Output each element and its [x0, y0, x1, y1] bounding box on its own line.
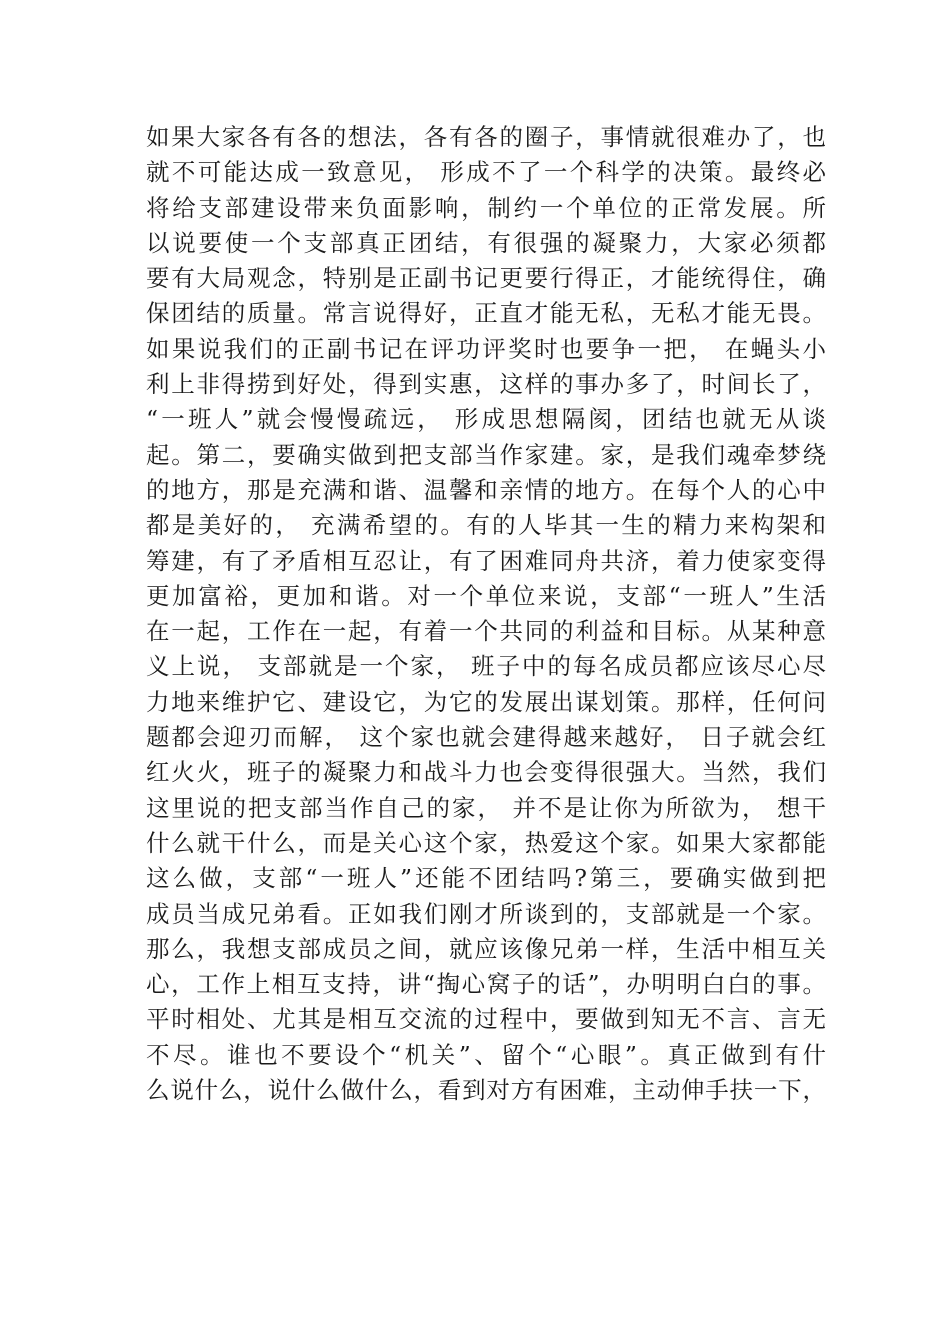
text-line: “一班人”就会慢慢疏远， 形成思想隔阂，团结也就无从谈	[146, 405, 826, 434]
text-line: 如果说我们的正副书记在评功评奖时也要争一把， 在蝇头小	[146, 334, 826, 363]
text-line: 题都会迎刃而解， 这个家也就会建得越来越好， 日子就会红	[146, 723, 826, 752]
text-line: 这么做，支部“一班人”还能不团结吗?第三，要确实做到把	[146, 864, 826, 893]
text-line: 什么就干什么，而是关心这个家，热爱这个家。如果大家都能	[146, 828, 826, 857]
text-line: 红火火，班子的凝聚力和战斗力也会变得很强大。当然，我们	[146, 758, 826, 787]
text-line: 义上说， 支部就是一个家， 班子中的每名成员都应该尽心尽	[146, 652, 826, 681]
text-line: 将给支部建设带来负面影响，制约一个单位的正常发展。所	[146, 193, 826, 222]
text-line: 以说要使一个支部真正团结，有很强的凝聚力，大家必须都	[146, 228, 826, 257]
text-line: 那么，我想支部成员之间，就应该像兄弟一样，生活中相互关	[146, 934, 826, 963]
text-line: 平时相处、尤其是相互交流的过程中，要做到知无不言、言无	[146, 1005, 826, 1034]
text-line: 就不可能达成一致意见， 形成不了一个科学的决策。最终必	[146, 158, 826, 187]
text-line: 心，工作上相互支持，讲“掏心窝子的话”，办明明白白的事。	[146, 970, 826, 999]
text-line: 都是美好的， 充满希望的。有的人毕其一生的精力来构架和	[146, 511, 826, 540]
text-line: 的地方，那是充满和谐、温馨和亲情的地方。在每个人的心中	[146, 475, 826, 504]
text-line: 保团结的质量。常言说得好，正直才能无私，无私才能无畏。	[146, 299, 826, 328]
text-line: 力地来维护它、建设它，为它的发展出谋划策。那样，任何问	[146, 687, 826, 716]
text-line: 成员当成兄弟看。正如我们刚才所谈到的，支部就是一个家。	[146, 899, 826, 928]
text-line: 起。第二，要确实做到把支部当作家建。家，是我们魂牵梦绕	[146, 440, 826, 469]
text-line: 不尽。谁也不要设个“机关”、留个“心眼”。真正做到有什	[146, 1040, 826, 1069]
text-line: 利上非得捞到好处，得到实惠，这样的事办多了，时间长了，	[146, 370, 826, 399]
text-line: 么说什么，说什么做什么，看到对方有困难，主动伸手扶一下，	[146, 1076, 826, 1105]
text-line: 要有大局观念，特别是正副书记更要行得正，才能统得住，确	[146, 264, 826, 293]
text-line: 筹建，有了矛盾相互忍让，有了困难同舟共济，着力使家变得	[146, 546, 826, 575]
text-line: 更加富裕，更加和谐。对一个单位来说，支部“一班人”生活	[146, 581, 826, 610]
text-line: 在一起，工作在一起，有着一个共同的利益和目标。从某种意	[146, 617, 826, 646]
body-text	[146, 120, 826, 1108]
text-line: 这里说的把支部当作自己的家， 并不是让你为所欲为， 想干	[146, 793, 826, 822]
text-line: 如果大家各有各的想法，各有各的圈子，事情就很难办了，也	[146, 123, 826, 151]
